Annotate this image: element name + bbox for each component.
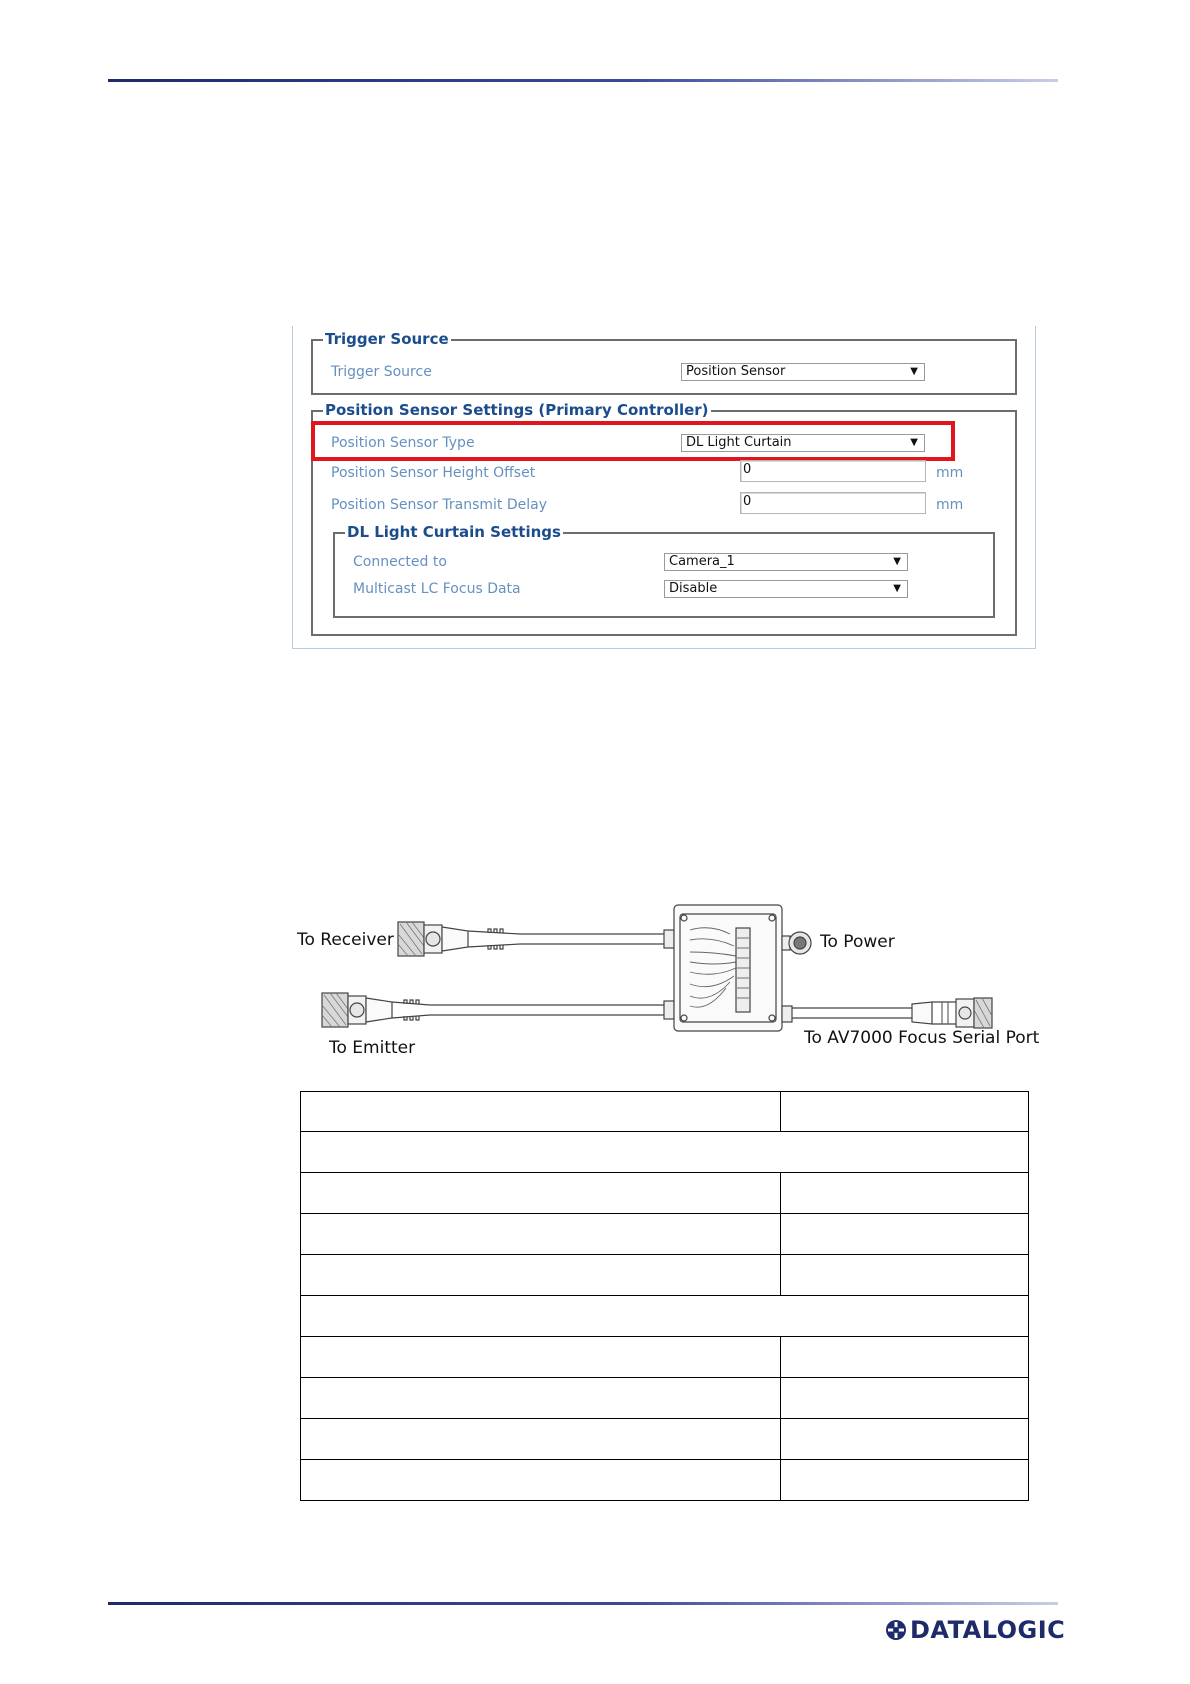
height-offset-unit: mm	[936, 465, 964, 481]
connected-to-label: Connected to	[353, 554, 447, 570]
position-sensor-type-label: Position Sensor Type	[331, 435, 475, 451]
table-row	[301, 1460, 1029, 1501]
dropdown-arrow-icon: ▼	[910, 366, 918, 377]
dropdown-arrow-icon: ▼	[893, 583, 901, 594]
transmit-delay-input[interactable]: 0	[740, 492, 926, 514]
to-serial-port-label: To AV7000 Focus Serial Port	[804, 1028, 1040, 1048]
light-curtain-legend: DL Light Curtain Settings	[347, 523, 561, 541]
cable-diagram	[292, 900, 1042, 1060]
table-cell	[301, 1132, 1029, 1173]
position-sensor-type-value: DL Light Curtain	[686, 435, 792, 450]
multicast-label: Multicast LC Focus Data	[353, 581, 521, 597]
table-cell	[781, 1460, 1029, 1501]
datalogic-logo	[885, 1615, 1065, 1645]
connected-to-value: Camera_1	[669, 554, 735, 569]
table-cell	[301, 1419, 781, 1460]
table-row	[301, 1296, 1029, 1337]
to-power-label: To Power	[820, 932, 895, 952]
trigger-source-label: Trigger Source	[331, 364, 432, 380]
to-emitter-label: To Emitter	[329, 1038, 416, 1058]
trigger-source-select[interactable]	[681, 363, 925, 381]
table-row	[301, 1214, 1029, 1255]
table-row	[301, 1092, 1029, 1132]
datalogic-mark-icon	[885, 1619, 907, 1641]
logo-text: DATALOGIC	[910, 1616, 1066, 1644]
highlight-box	[311, 421, 955, 461]
table-cell	[301, 1378, 781, 1419]
table-cell	[301, 1337, 781, 1378]
settings-screenshot	[292, 326, 1036, 649]
trigger-source-legend: Trigger Source	[325, 330, 449, 348]
multicast-value: Disable	[669, 581, 718, 596]
table-cell	[781, 1214, 1029, 1255]
table-cell	[781, 1378, 1029, 1419]
table-cell	[781, 1092, 1029, 1132]
table-cell	[781, 1173, 1029, 1214]
table-cell	[301, 1173, 781, 1214]
transmit-delay-unit: mm	[936, 497, 964, 513]
table-row	[301, 1255, 1029, 1296]
transmit-delay-label: Position Sensor Transmit Delay	[331, 497, 548, 513]
multicast-select[interactable]	[664, 580, 908, 598]
height-offset-input[interactable]: 0	[740, 460, 926, 482]
dropdown-arrow-icon: ▼	[910, 437, 918, 448]
table-row	[301, 1419, 1029, 1460]
table-cell	[301, 1296, 1029, 1337]
table-cell	[301, 1214, 781, 1255]
trigger-source-value: Position Sensor	[686, 364, 786, 379]
header-rule	[108, 79, 1058, 82]
table-cell	[781, 1419, 1029, 1460]
position-sensor-legend: Position Sensor Settings (Primary Controller)	[325, 401, 709, 419]
table-cell	[301, 1092, 781, 1132]
wiring-table	[300, 1091, 1029, 1501]
to-receiver-label: To Receiver	[297, 930, 394, 950]
table-row	[301, 1337, 1029, 1378]
table-row	[301, 1378, 1029, 1419]
table-cell	[781, 1337, 1029, 1378]
light-curtain-group	[333, 532, 995, 618]
connected-to-select[interactable]	[664, 553, 908, 571]
table-cell	[301, 1460, 781, 1501]
footer-rule	[108, 1602, 1058, 1605]
table-row	[301, 1132, 1029, 1173]
height-offset-label: Position Sensor Height Offset	[331, 465, 536, 481]
table-row	[301, 1173, 1029, 1214]
table-cell	[301, 1255, 781, 1296]
dropdown-arrow-icon: ▼	[893, 556, 901, 567]
table-cell	[781, 1255, 1029, 1296]
